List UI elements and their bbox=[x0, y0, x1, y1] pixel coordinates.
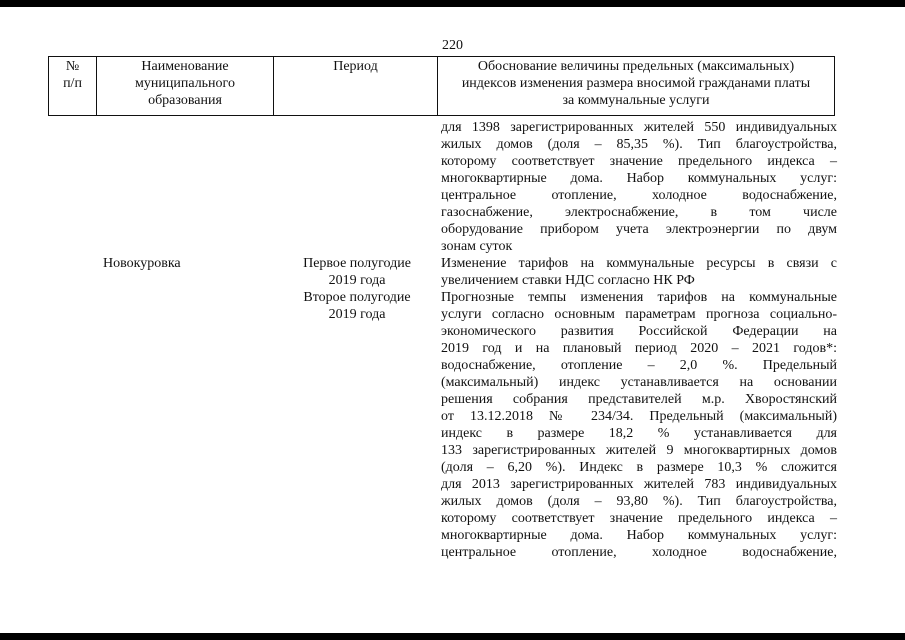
text-line: многоквартирные дома. Набор коммунальных услуг: bbox=[441, 171, 837, 186]
text-line: центральное отопление, холодное водоснабжение, bbox=[441, 188, 837, 203]
text-line: для 1398 зарегистрированных жителей 550 индивидуальных bbox=[441, 120, 837, 135]
municipality-name: Новокуровка bbox=[103, 256, 181, 271]
text-line: которому соответствует значение предельного индекса – bbox=[441, 154, 837, 169]
text-line: услуги согласно основным параметрам прогноза социально- bbox=[441, 307, 837, 322]
text-line: жилых домов (доля – 93,80 %). Тип благоустройства, bbox=[441, 494, 837, 509]
text-line: увеличением ставки НДС согласно НК РФ bbox=[441, 273, 695, 288]
text-line: многоквартирные дома. Набор коммунальных услуг: bbox=[441, 528, 837, 543]
header-municipality-line: образования bbox=[148, 93, 222, 108]
scan-edge-top bbox=[0, 0, 905, 7]
text-line: центральное отопление, холодное водоснабжение, bbox=[441, 545, 837, 560]
header-cell-municipality bbox=[97, 57, 274, 116]
period-line: Первое полугодие bbox=[303, 256, 411, 271]
text-line: Прогнозные темпы изменения тарифов на коммунальные bbox=[441, 290, 837, 305]
text-line: жилых домов (доля – 85,35 %). Тип благоустройства, bbox=[441, 137, 837, 152]
text-line: 2019 год и на плановый период 2020 – 2021 годов*: bbox=[441, 341, 837, 356]
justification-text-forecast bbox=[441, 289, 837, 561]
header-justification-line: Обоснование величины предельных (максимальных) bbox=[477, 59, 795, 74]
header-cell-justification bbox=[438, 57, 835, 116]
period-second-half bbox=[276, 289, 438, 323]
period-line: 2019 года bbox=[328, 273, 386, 288]
justification-text-vat bbox=[441, 255, 837, 289]
text-line: Изменение тарифов на коммунальные ресурсы в связи с bbox=[441, 256, 837, 271]
text-line: от 13.12.2018 № 234/34. Предельный (максимальный) bbox=[441, 409, 837, 424]
text-line: решения собрания представителей м.р. Хворостянский bbox=[441, 392, 837, 407]
text-line: (доля – 6,20 %). Индекс в размере 10,3 % сложится bbox=[441, 460, 837, 475]
header-municipality-line: муниципального bbox=[135, 76, 235, 91]
text-line: которому соответствует значение предельного индекса – bbox=[441, 511, 837, 526]
text-line: оборудование прибором учета электроэнергии по двум bbox=[441, 222, 837, 237]
text-line: для 2013 зарегистрированных жителей 783 индивидуальных bbox=[441, 477, 837, 492]
header-justification-line: за коммунальные услуги bbox=[562, 93, 710, 108]
text-line: 133 зарегистрированных жителей 9 многоквартирных домов bbox=[441, 443, 837, 458]
text-line: зонам суток bbox=[441, 239, 513, 254]
page-number: 220 bbox=[442, 38, 463, 53]
header-justification-line: индексов изменения размера вносимой гражданами платы bbox=[461, 76, 811, 91]
header-municipality-line: Наименование bbox=[141, 59, 229, 74]
text-line: водоснабжение, отопление – 2,0 %. Предельный bbox=[441, 358, 837, 373]
period-line: Второе полугодие bbox=[303, 290, 411, 305]
period-first-half bbox=[276, 255, 438, 289]
text-line: индекс в размере 18,2 % устанавливается для bbox=[441, 426, 837, 441]
period-line: 2019 года bbox=[328, 307, 386, 322]
table-header bbox=[48, 56, 835, 116]
text-line: газоснабжение, электроснабжение, в том числе bbox=[441, 205, 837, 220]
text-line: (максимальный) индекс устанавливается на основании bbox=[441, 375, 837, 390]
header-period-line: Период bbox=[333, 59, 378, 74]
text-line: экономического развития Российской Федерации на bbox=[441, 324, 837, 339]
header-cell-period bbox=[274, 57, 438, 116]
header-cell-number bbox=[49, 57, 97, 116]
continuation-text-block bbox=[441, 119, 837, 255]
scan-edge-bottom bbox=[0, 633, 905, 640]
header-number-line: № bbox=[65, 59, 80, 74]
header-number-line: п/п bbox=[63, 76, 82, 91]
